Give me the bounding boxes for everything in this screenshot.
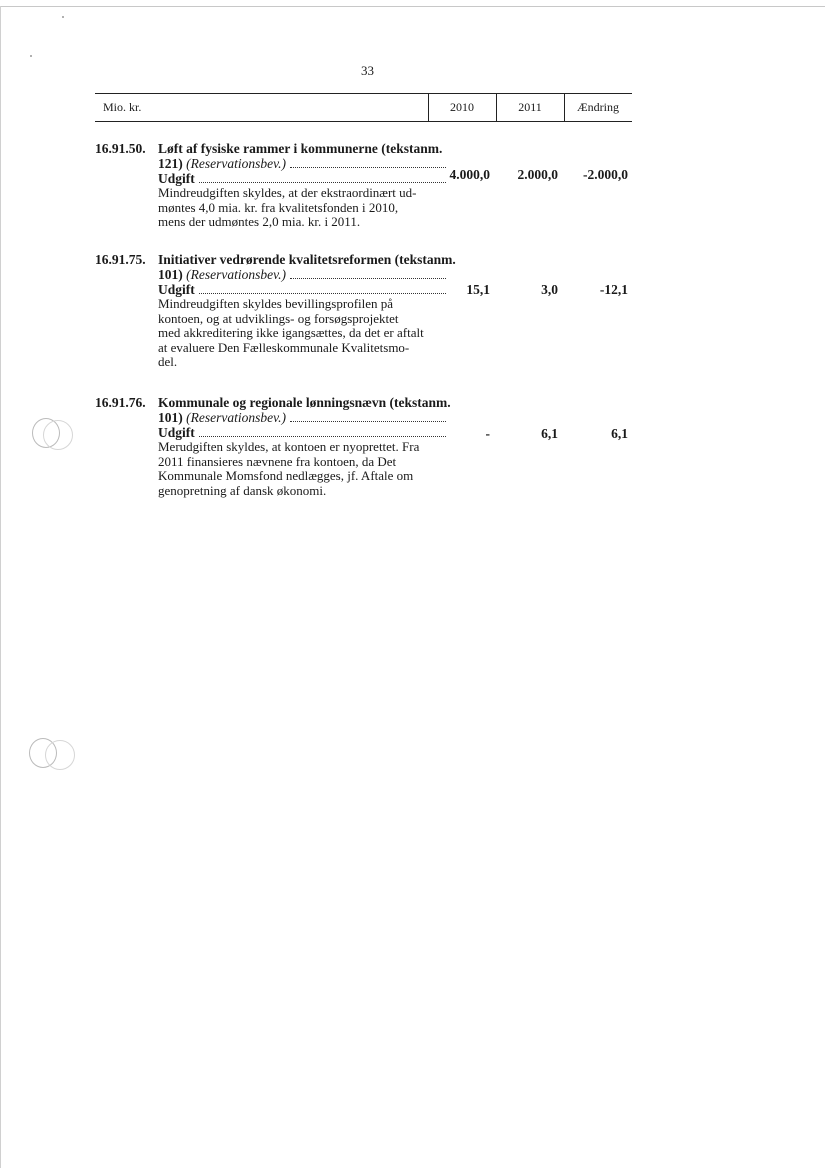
account-code: 16.91.76. <box>95 395 146 410</box>
dot-leader <box>290 421 446 422</box>
value-2011: 6,1 <box>541 426 558 441</box>
explanation-text <box>158 440 433 498</box>
reservation-note: (Reservationsbev.) <box>186 267 286 282</box>
value-2011: 3,0 <box>541 282 558 297</box>
reservation-line <box>158 410 448 425</box>
dot-leader <box>199 293 446 294</box>
text-line: Mindreudgiften skyldes, at der ekstraordinært ud- <box>158 185 417 200</box>
text-line: møntes 4,0 mia. kr. fra kvalitetsfonden i 2010, <box>158 199 399 215</box>
title-continuation: 101) <box>158 410 183 425</box>
text-line: Merudgiften skyldes, at kontoen er nyoprettet. Fra <box>158 439 420 454</box>
value-change: -2.000,0 <box>583 167 628 182</box>
scan-edge-left <box>0 6 1 1168</box>
title-continuation: 101) <box>158 267 183 282</box>
dot-leader <box>199 436 446 437</box>
text-line: Kommunale Momsfond nedlægges, jf. Aftale om <box>158 468 414 484</box>
value-2011: 2.000,0 <box>517 167 558 182</box>
unit-label: Mio. kr. <box>103 100 142 114</box>
entry-body <box>158 252 463 370</box>
text-line: med akkreditering ikke igangsættes, da det er aftalt <box>158 325 424 341</box>
text-line: mens der udmøntes 2,0 mia. kr. i 2011. <box>158 214 361 230</box>
column-2011: 2011 <box>518 100 542 114</box>
entry-title: Løft af fysiske rammer i kommunerne (tekstanm. <box>158 141 443 156</box>
reservation-line <box>158 156 448 171</box>
udgift-label: Udgift <box>158 425 195 440</box>
reservation-note: (Reservationsbev.) <box>186 156 286 171</box>
column-header <box>95 93 632 122</box>
reservation-note: (Reservationsbev.) <box>186 410 286 425</box>
title-continuation: 121) <box>158 156 183 171</box>
punch-hole-mark <box>43 420 73 450</box>
text-line: kontoen, og at udviklings- og forsøgsprojektet <box>158 310 399 326</box>
scan-speck <box>30 55 32 57</box>
dot-leader <box>199 182 446 183</box>
text-line: 2011 finansieres nævnene fra kontoen, da Det <box>158 453 397 469</box>
entry-title: Initiativer vedrørende kvalitetsreformen (tekstanm. <box>158 252 456 267</box>
udgift-line <box>158 425 448 440</box>
text-line: Mindreudgiften skyldes bevillingsprofilen på <box>158 296 394 311</box>
text-line: at evaluere Den Fælleskommunale Kvalitetsmo- <box>158 339 410 355</box>
value-2010: 4.000,0 <box>449 167 490 182</box>
value-change: 6,1 <box>611 426 628 441</box>
punch-hole-mark <box>45 740 75 770</box>
scan-speck <box>62 16 64 18</box>
entry-body <box>158 395 463 498</box>
account-code: 16.91.75. <box>95 252 146 267</box>
entry-title: Kommunale og regionale lønningsnævn (tekstanm. <box>158 395 451 410</box>
account-code: 16.91.50. <box>95 141 146 156</box>
udgift-label: Udgift <box>158 171 195 186</box>
udgift-line <box>158 171 448 186</box>
column-change: Ændring <box>577 100 619 114</box>
text-line: del. <box>158 354 178 370</box>
value-change: -12,1 <box>599 282 628 297</box>
udgift-line <box>158 282 448 297</box>
explanation-text <box>158 297 433 370</box>
explanation-text <box>158 186 433 230</box>
value-2010: 15,1 <box>466 282 490 297</box>
text-line: genopretning af dansk økonomi. <box>158 482 327 498</box>
column-2010: 2010 <box>450 100 474 114</box>
entry-body <box>158 141 463 230</box>
page-number: 33 <box>361 63 374 78</box>
scan-edge-top <box>0 6 825 7</box>
value-2010: - <box>485 426 490 441</box>
reservation-line <box>158 267 448 282</box>
dot-leader <box>290 278 446 279</box>
udgift-label: Udgift <box>158 282 195 297</box>
